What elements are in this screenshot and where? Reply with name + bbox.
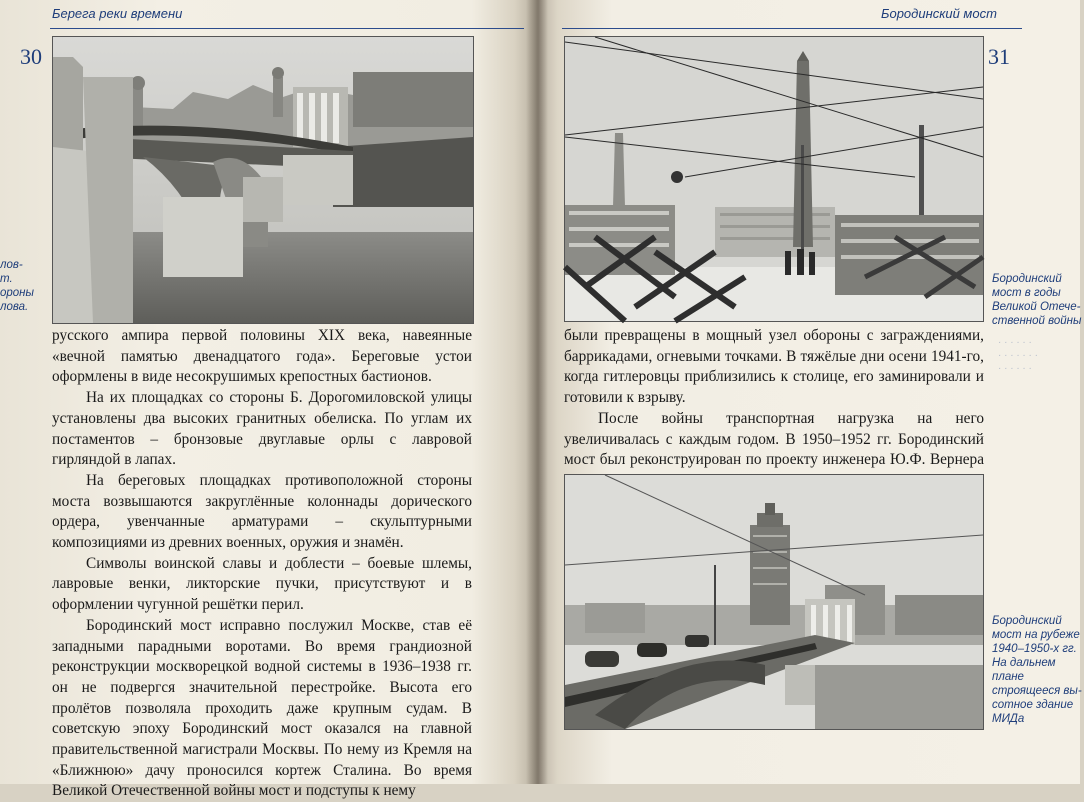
page-number-right: 31 [988, 44, 1010, 69]
photo-bridge-postwar [564, 474, 984, 730]
paragraph: После войны транспортная нагрузка на него увеличивалась с каждым годом. В 1950–1952 гг. Бородинский мост был реконструирован по проекту инженера Ю.Ф. Вернера [564, 409, 984, 469]
running-head-right: Бородинский мост [881, 6, 997, 21]
paragraph: На их площадках со стороны Б. Дорогомиловской улицы установлены два высоких гранитных обелиска. По углам их постаментов – бронзовые двуглавые орлы с лавровой гирляндой в лапах. [52, 389, 472, 469]
paragraph: Бородинский мост исправно послужил Москве, став её западными парадными воротами. Во время грандиозной реконструкции москворецкой водной системы в 1936–1938 гг. он не подвергся значительной перестройке. Высота его пролётов позволяла проходить даже крупным судам. В советскую эпоху Бородинский мост оказался на главной правительственной магистрали Москвы. По нему из Кремля на «Ближнюю» дачу проносился кортеж Сталина. Во время Великой Отечественной войны мост и подступы к нему [52, 616, 472, 800]
right-page [536, 0, 1080, 784]
paragraph: были превращены в мощный узел обороны с заграждениями, баррикадами, огневыми точками. В тяжёлые дни осени 1941-го, когда гитлеровцы приблизились к столице, его заминировали и готовили к взрыву. [564, 327, 984, 407]
clipped-caption-left: лов- т. ороны лова. [0, 259, 34, 313]
running-head-left: Берега реки времени [52, 6, 183, 21]
photo-bridge-embankment [52, 36, 474, 324]
photo-caption-top: Бородинский мост в годы Великой Отече- ственной войны [992, 273, 1082, 327]
photo-bridge-wartime [564, 36, 984, 322]
bleedthrough-text: · · · · · · · · · · · · · · · · · · · [998, 337, 1038, 374]
header-rule-left [50, 28, 524, 29]
left-page [0, 0, 536, 800]
header-rule-right [562, 28, 1022, 29]
book-gutter [526, 0, 548, 784]
page-number-left: 30 [20, 44, 42, 69]
paragraph: Символы воинской славы и доблести – боевые шлемы, лавровые венки, ликторские пучки, присутствуют и в оформлении чугунной решётки перил. [52, 554, 472, 614]
paragraph: русского ампира первой половины XIX века, навеянные «вечной памятью двенадцатого года». Береговые устои оформлены в виде несокрушимых крепостных бастионов. [52, 327, 472, 386]
body-text-left [52, 326, 472, 802]
paragraph: На береговых площадках противоположной стороны моста возвышаются закруглённые колоннады дорического ордера, увенчанные арматурами – скульптурными композициями из древних военных, оружия и знамён. [52, 471, 472, 552]
photo-caption-bottom: Бородинский мост на рубеже 1940–1950-х гг. На дальнем плане строящееся вы- сотное здание МИДа [992, 615, 1082, 725]
